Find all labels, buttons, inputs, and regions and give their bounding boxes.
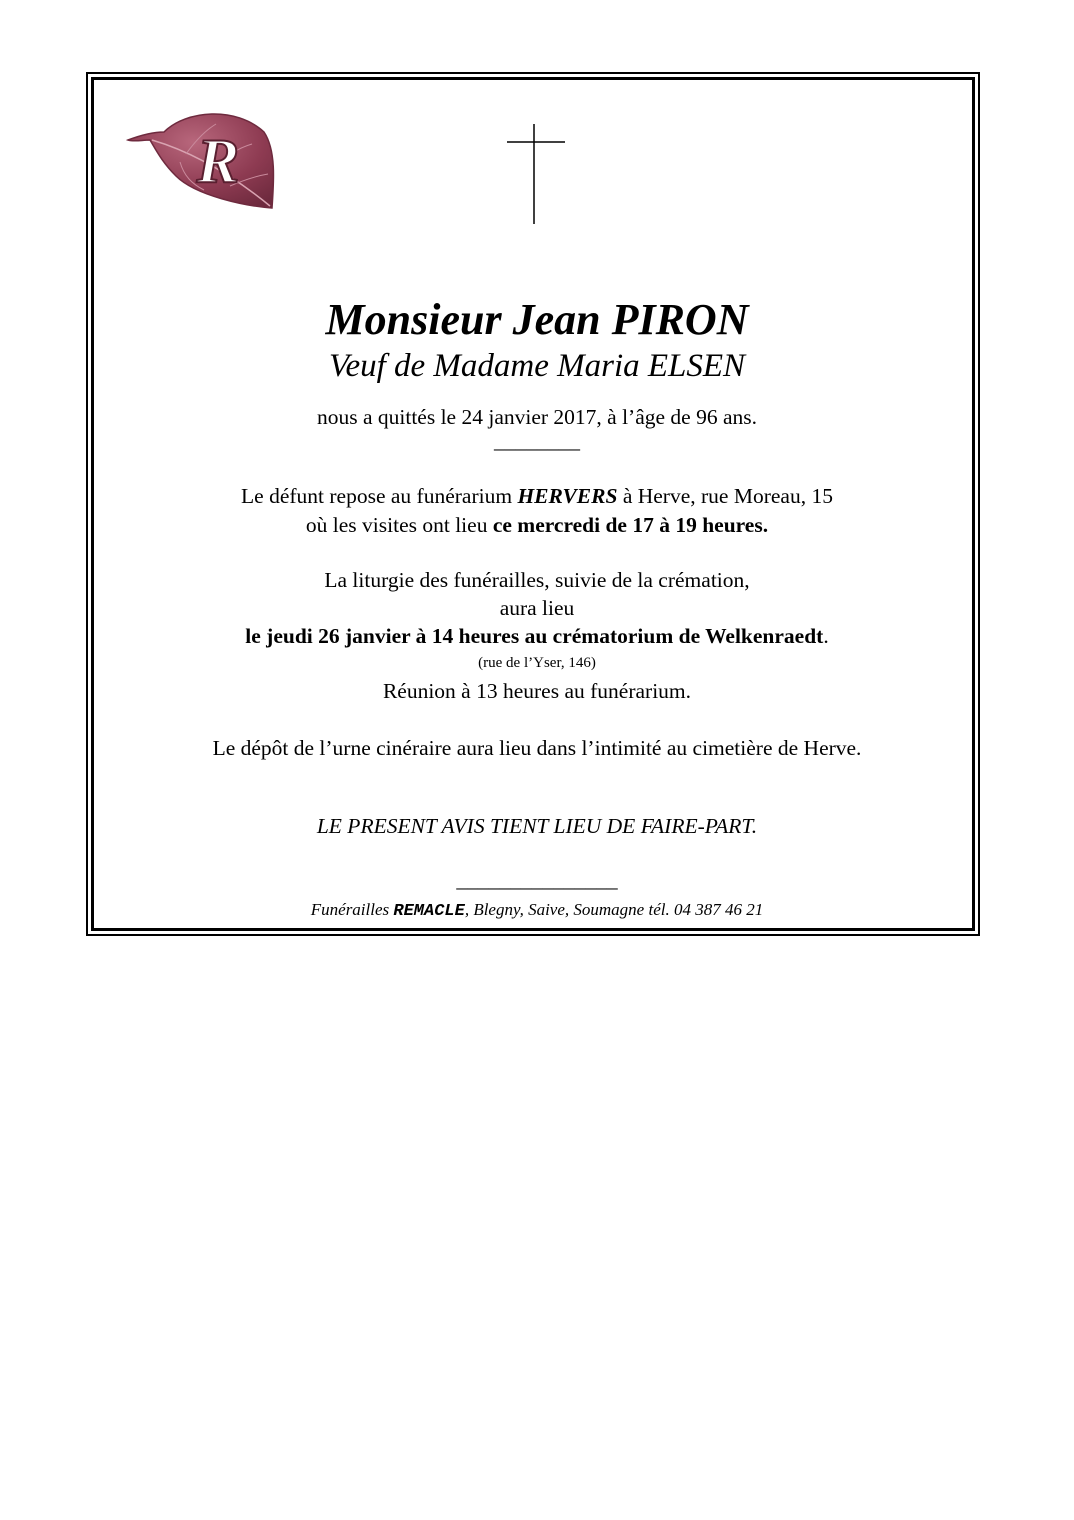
gathering-line: Réunion à 13 heures au funérarium.: [382, 679, 692, 703]
ceremony-date-text: le jeudi 26 janvier à 14 heures au crématorium de Welkenraedt: [245, 624, 824, 648]
visitation-address: à Herve, rue Moreau, 15: [617, 484, 833, 508]
company-name: REMACLE: [393, 902, 465, 921]
faire-part-notice: LE PRESENT AVIS TIENT LIEU DE FAIRE-PART.: [316, 814, 758, 838]
urn-line: Le dépôt de l’urne cinéraire aura lieu dans l’intimité au cimetière de Herve.: [212, 736, 862, 760]
funeral-home-name: HERVERS: [517, 484, 618, 508]
ceremony-date-period: .: [823, 624, 829, 648]
crematorium-address: (rue de l’Yser, 146): [478, 655, 596, 671]
footer-pre: Funérailles: [310, 900, 394, 919]
footer-contact: , Blegny, Saive, Soumagne tél. 04 387 46 21: [464, 900, 764, 919]
visitation-text-2: où les visites ont lieu: [305, 513, 493, 537]
separator-long: _______________: [456, 868, 618, 892]
footer-credit: [96, 901, 978, 920]
visitation-line-1: [96, 486, 978, 508]
latin-cross-icon: [505, 124, 567, 224]
spouse-line: Veuf de Madame Maria ELSEN: [328, 348, 746, 384]
visitation-text: Le défunt repose au funérarium: [241, 484, 518, 508]
ceremony-date: [96, 626, 978, 648]
separator-short: ________: [494, 429, 580, 453]
leaf-logo-icon: [126, 110, 276, 212]
ceremony-line-2: aura lieu: [499, 596, 575, 620]
visitation-hours: ce mercredi de 17 à 19 heures.: [492, 513, 769, 537]
deceased-name: Monsieur Jean PIRON: [325, 295, 749, 344]
visitation-line-2: [96, 515, 978, 537]
svg-text:R: R: [196, 125, 240, 196]
ceremony-line-1: La liturgie des funérailles, suivie de la crémation,: [324, 568, 750, 592]
death-notice: nous a quittés le 24 janvier 2017, à l’âge de 96 ans.: [316, 405, 758, 429]
